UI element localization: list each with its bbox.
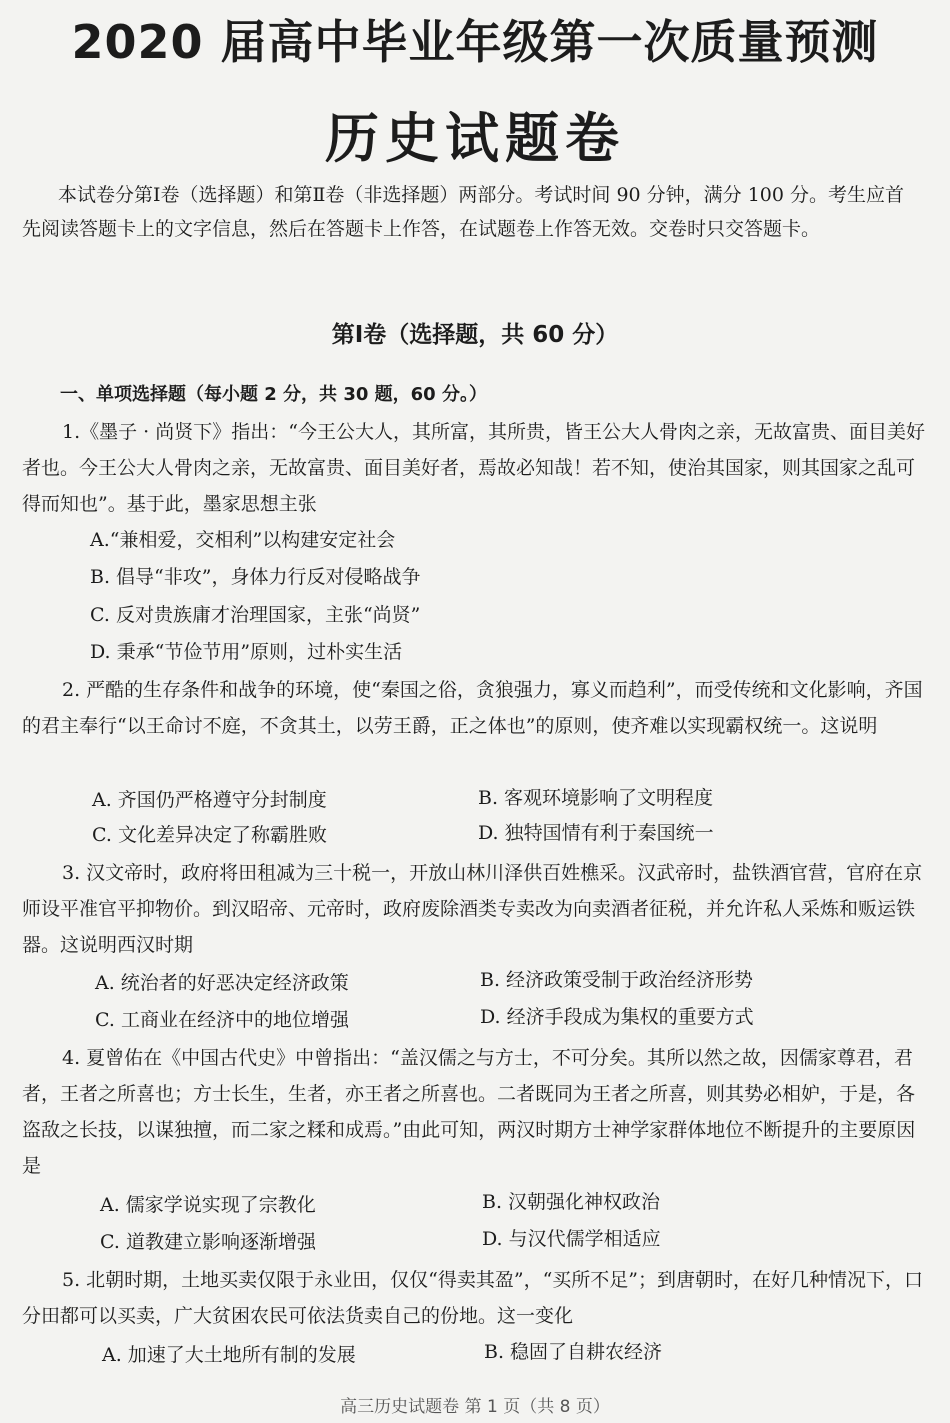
question-3-option-b: B. 经济政策受制于政治经济形势: [480, 969, 754, 991]
exam-title: 2020 届高中毕业年级第一次质量预测: [71, 15, 879, 69]
exam-instructions: 本试卷分第Ⅰ卷（选择题）和第Ⅱ卷（非选择题）两部分。考试时间 90 分钟，满分 100 分。考生应首先阅读答题卡上的文字信息，然后在答题卡上作答，在试题卷上作答无效。交卷时只交答题卡。: [22, 184, 905, 240]
question-1-option-a: A.“兼相爱，交相利”以构建安定社会: [90, 529, 396, 551]
question-3-option-d: D. 经济手段成为集权的重要方式: [480, 1006, 754, 1028]
question-4-option-c: C. 道教建立影响逐渐增强: [100, 1231, 316, 1253]
question-1-option-d: D. 秉承“节俭节用”原则，过朴实生活: [90, 641, 403, 663]
question-3-option-a: A. 统治者的好恶决定经济政策: [95, 972, 349, 994]
exam-subject-title: 历史试题卷: [325, 107, 625, 170]
question-2-option-d: D. 独特国情有利于秦国统一: [478, 822, 714, 844]
section-heading: 第Ⅰ卷（选择题，共 60 分）: [331, 322, 619, 348]
question-4-option-a: A. 儒家学说实现了宗教化: [100, 1194, 316, 1216]
part-heading: 一、单项选择题（每小题 2 分，共 30 题，60 分。）: [60, 384, 487, 405]
question-4-option-d: D. 与汉代儒学相适应: [482, 1228, 661, 1250]
question-2-option-b: B. 客观环境影响了文明程度: [478, 787, 714, 809]
question-1-option-b: B. 倡导“非攻”，身体力行反对侵略战争: [90, 566, 421, 588]
page-footer: [0, 1392, 950, 1417]
question-5-option-a: A. 加速了大土地所有制的发展: [102, 1344, 356, 1366]
page-number: 高三历史试题卷 第 1 页（共 8 页）: [340, 1397, 610, 1417]
question-3-stem: 3. 汉文帝时，政府将田租减为三十税一，开放山林川泽供百姓樵采。汉武帝时，盐铁酒官营，官府在京师设平准官平抑物价。到汉昭帝、元帝时，政府废除酒类专卖改为向卖酒者征税，并允许私人采炼和贩运铁器。这说明西汉时期: [22, 862, 923, 956]
question-3-option-c: C. 工商业在经济中的地位增强: [95, 1009, 349, 1031]
question-1-option-c: C. 反对贵族庸才治理国家，主张“尚贤”: [90, 604, 421, 626]
question-5-option-b: B. 稳固了自耕农经济: [484, 1341, 663, 1363]
question-4-stem: 4. 夏曾佑在《中国古代史》中曾指出：“盖汉儒之与方士，不可分矣。其所以然之故，因儒家尊君，君者，王者之所喜也；方士长生，生者，亦王者之所喜也。二者既同为王者之所喜，则其势必相妒，于是，各盗敌之长技，以谋独擅，而二家之糅和成焉。”由此可知，两汉时期方士神学家群体地位不断提升的主要原因是: [22, 1047, 916, 1177]
question-2-option-a: A. 齐国仍严格遵守分封制度: [92, 789, 327, 811]
question-2-option-c: C. 文化差异决定了称霸胜败: [92, 824, 327, 846]
question-4-option-b: B. 汉朝强化神权政治: [482, 1191, 661, 1213]
question-2-stem: 2. 严酷的生存条件和战争的环境，使“秦国之俗，贪狼强力，寡义而趋利”，而受传统和文化影响，齐国的君主奉行“以王命讨不庭，不贪其土，以劳王爵，正之体也”的原则，使齐难以实现霸权统一。这说明: [22, 679, 923, 737]
question-1-stem: 1.《墨子 · 尚贤下》指出：“今王公大人，其所富，其所贵，皆王公大人骨肉之亲，无故富贵、面目美好者也。今王公大人骨肉之亲，无故富贵、面目美好者，焉故必知哉！若不知，使治其国家，则其国家之乱可得而知也”。基于此，墨家思想主张: [22, 421, 925, 515]
question-5-stem: 5. 北朝时期，土地买卖仅限于永业田，仅仅“得卖其盈”，“买所不足”；到唐朝时，在好几种情况下，口分田都可以买卖，广大贫困农民可依法货卖自己的份地。这一变化: [22, 1269, 924, 1327]
